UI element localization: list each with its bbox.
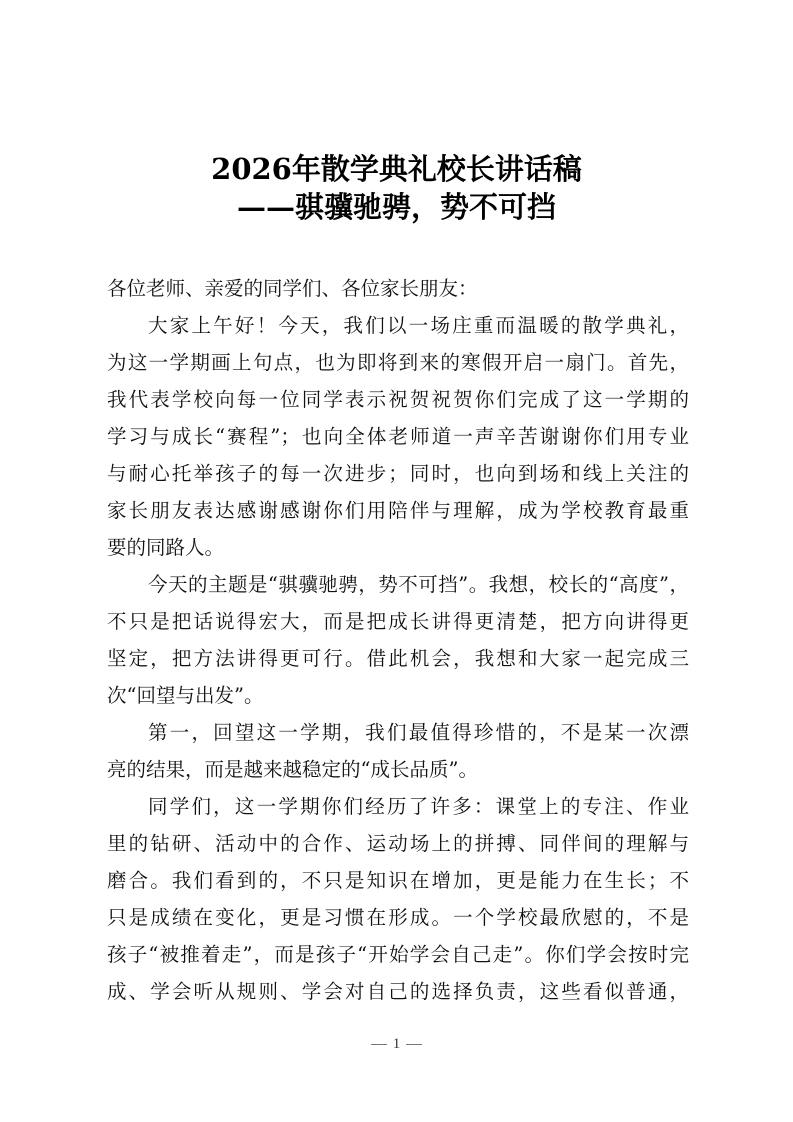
footer-dash-right xyxy=(406,1044,422,1045)
document-body xyxy=(107,270,689,1010)
text-line: 次“回望与出发”。 xyxy=(107,684,264,707)
page-number: 1 xyxy=(392,1036,401,1052)
text-line: 磨合。我们看到的，不只是知识在增加，更是能力在生长；不 xyxy=(107,869,689,892)
document-subtitle: ——骐骥驰骋，势不可挡 xyxy=(236,190,556,224)
text-line: 里的钻研、活动中的合作、运动场上的拼搏、同伴间的理解与 xyxy=(107,832,689,855)
text-line: 成、学会听从规则、学会对自己的选择负责，这些看似普通， xyxy=(107,980,689,1003)
text-line: 只是成绩在变化，更是习惯在形成。一个学校最欣慰的，不是 xyxy=(107,906,689,929)
text-line: 与耐心托举孩子的每一次进步；同时，也向到场和线上关注的 xyxy=(107,462,689,485)
text-line: 坚定，把方法讲得更可行。借此机会，我想和大家一起完成三 xyxy=(107,647,689,670)
text-line: 孩子“被推着走”，而是孩子“开始学会自己走”。你们学会按时完 xyxy=(107,943,689,966)
text-line: 各位老师、亲爱的同学们、各位家长朋友： xyxy=(107,277,478,300)
text-line: 要的同路人。 xyxy=(107,536,225,559)
text-line: 我代表学校向每一位同学表示祝贺祝贺你们完成了这一学期的 xyxy=(107,388,689,411)
text-line: 亮的结果，而是越来越稳定的“成长品质”。 xyxy=(107,758,478,781)
text-line: 同学们，这一学期你们经历了许多：课堂上的专注、作业 xyxy=(148,795,689,818)
footer-dash-left xyxy=(371,1044,387,1045)
text-line: 大家上午好！今天，我们以一场庄重而温暖的散学典礼， xyxy=(148,314,689,337)
text-line: 学习与成长“赛程”；也向全体老师道一声辛苦谢谢你们用专业 xyxy=(107,425,689,448)
text-line: 为这一学期画上句点，也为即将到来的寒假开启一扇门。首先， xyxy=(107,351,689,374)
text-line: 第一，回望这一学期，我们最值得珍惜的，不是某一次漂 xyxy=(148,721,689,744)
text-line: 今天的主题是“骐骥驰骋，势不可挡”。我想，校长的“高度”， xyxy=(148,573,689,596)
document-title: 2026年散学典礼校长讲话稿 xyxy=(211,152,582,186)
text-line: 不只是把话说得宏大，而是把成长讲得更清楚，把方向讲得更 xyxy=(107,610,689,633)
text-line: 家长朋友表达感谢感谢你们用陪伴与理解，成为学校教育最重 xyxy=(107,499,689,522)
page-footer xyxy=(0,1036,793,1053)
